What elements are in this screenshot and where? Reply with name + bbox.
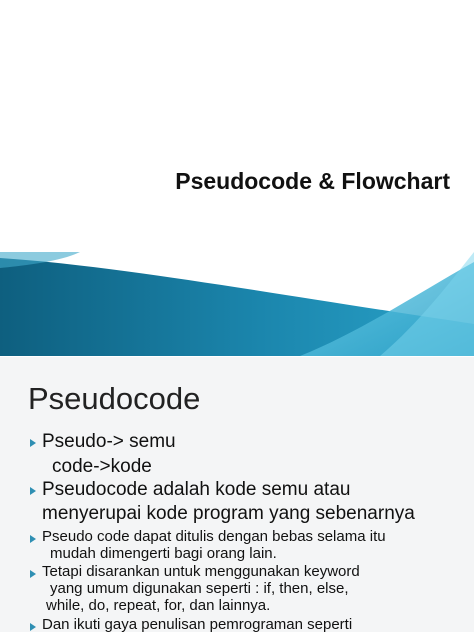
- bullet-line: Dan ikuti gaya penulisan pemrograman seperti: [42, 616, 353, 632]
- bullet-line: Pseudo-> semu: [42, 431, 176, 452]
- bullet-line: Pseudocode adalah kode semu atau: [42, 479, 351, 500]
- bullet-line: mudah dimengerti bagi orang lain.: [50, 545, 277, 562]
- bullet-arrow-icon: [30, 535, 36, 543]
- bullet-line: menyerupai kode program yang sebenarnya: [42, 503, 415, 524]
- slide-pseudocode: [0, 357, 474, 632]
- slide-title-text: Pseudocode & Flowchart: [175, 168, 450, 194]
- bullet-line: while, do, repeat, for, dan lainnya.: [46, 597, 271, 614]
- bullet-line: Pseudo code dapat ditulis dengan bebas selama itu: [42, 528, 386, 545]
- bullet-line: code->kode: [52, 456, 152, 477]
- bullet-line: Tetapi disarankan untuk menggunakan keyword: [42, 563, 360, 580]
- decorative-band: [0, 252, 474, 356]
- bullet-line: yang umum digunakan seperti : if, then, else,: [50, 580, 349, 597]
- bullet-arrow-icon: [30, 487, 36, 495]
- bullet-arrow-icon: [30, 439, 36, 447]
- slide-heading: Pseudocode: [28, 381, 201, 416]
- bullet-arrow-icon: [30, 623, 36, 631]
- bullet-arrow-icon: [30, 570, 36, 578]
